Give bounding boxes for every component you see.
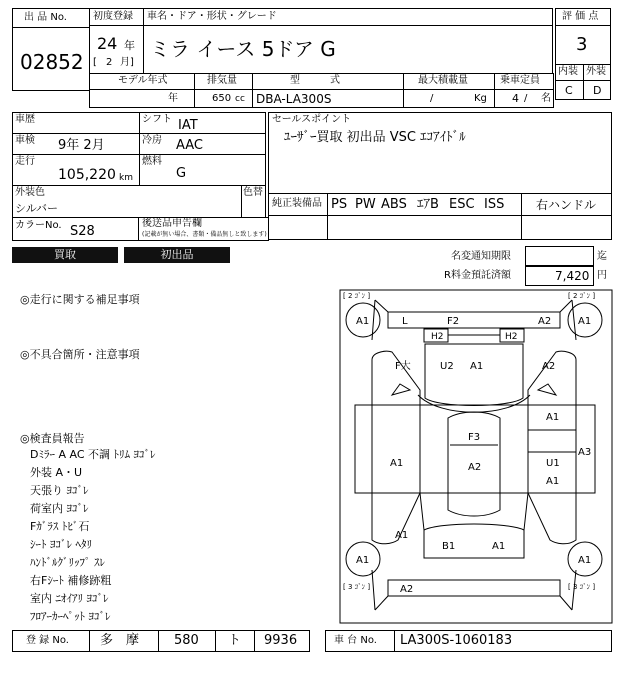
score-label: 評 価 点 <box>562 11 599 22</box>
capacity-label: 乗車定員 <box>500 75 540 86</box>
inspector-item: ﾊﾝﾄﾞﾙｸﾞﾘｯﾌﾟ ｽﾚ <box>30 556 105 569</box>
car-name-label: 車名・ドア・形状・グレード <box>147 11 277 22</box>
reg-class: 580 <box>174 633 199 648</box>
first-reg-label: 初度登録 <box>93 11 133 22</box>
inspector-report-label: ◎検査員報告 <box>20 432 85 445</box>
displacement-value: 650 <box>212 93 232 104</box>
diagram-corner-tr: [ 2 ｺﾞﾝ ] <box>568 292 596 300</box>
equipment-item: ISS <box>484 197 505 212</box>
diagram-windshield: F3 <box>468 432 481 443</box>
diagram-front-bumper-right: A2 <box>538 316 552 327</box>
diagram-hood-left: U2 <box>440 361 454 372</box>
reg-area: 多 摩 <box>100 633 140 648</box>
fuel-label: 燃料 <box>142 156 162 167</box>
recycle-unit: 円 <box>597 270 607 281</box>
type-value: DBA-LA300S <box>256 92 332 106</box>
diagram-front-bumper-left: L <box>402 316 408 327</box>
equipment-item: PS <box>331 197 348 212</box>
mileage-unit: km <box>119 173 133 183</box>
mileage-value: 105,220 <box>58 167 116 183</box>
model-year-label: モデル年式 <box>118 75 168 86</box>
equipment-item: ESC <box>449 197 475 212</box>
inspection-label: 車検 <box>15 135 35 146</box>
diagram-quarter-left: A1 <box>395 530 409 541</box>
defects-notes-label: ◎不具合箇所・注意事項 <box>20 348 140 361</box>
equipment-item: PW <box>355 197 376 212</box>
car-name: ミラ イース 5ドア G <box>150 37 336 61</box>
first-reg-month-open: [ <box>93 57 97 68</box>
diagram-headlight-right: H2 <box>505 332 518 342</box>
color-label: 外装色 <box>15 187 45 198</box>
ac-label: 冷房 <box>142 135 162 146</box>
first-reg-month-unit: 月] <box>120 57 134 68</box>
diagram-hood-right: A1 <box>470 361 484 372</box>
fuel-value: G <box>176 166 187 181</box>
diagram-rear-door-right-top: U1 <box>546 458 560 469</box>
displacement-label: 排気量 <box>207 75 237 86</box>
reg-kana: ト <box>228 633 242 648</box>
score-value: 3 <box>576 34 588 55</box>
inspector-item: 室内 ﾆｵｲｱﾘ ﾖｺﾞﾚ <box>30 592 109 605</box>
equipment-item: ｴｱB <box>417 197 439 212</box>
displacement-unit: cc <box>235 94 245 104</box>
inspection-value: 9年 2月 <box>58 138 105 153</box>
reg-number: 9936 <box>264 633 298 648</box>
tag-kaitori-label: 買取 <box>54 248 76 261</box>
color-no-value: S28 <box>70 224 95 239</box>
color-change-label: 色替 <box>243 187 263 198</box>
mileage-label: 走行 <box>15 156 35 167</box>
max-load-unit: Kg <box>474 93 487 104</box>
shift-label: シフト <box>142 114 172 125</box>
handle-value: 右ハンドル <box>536 198 597 212</box>
capacity-value: 4 <box>512 92 519 105</box>
diagram-wheel-br: A1 <box>578 555 592 566</box>
name-change-label: 名変通知期限 <box>451 251 511 262</box>
diagram-front-door-right: A1 <box>546 412 560 423</box>
capacity-slash: / <box>524 93 528 104</box>
capacity-unit: 名 <box>541 93 551 104</box>
exterior-score: D <box>593 84 602 97</box>
first-reg-year: 24 <box>97 34 118 53</box>
recycle-label: R料金預託済額 <box>444 270 511 281</box>
inspector-item: Fｶﾞﾗｽ ﾄﾋﾞ石 <box>30 520 90 533</box>
inspector-item: Dﾐﾗｰ A AC 不調 ﾄﾘﾑ ﾖｺﾞﾚ <box>30 448 156 461</box>
reg-label: 登 録 No. <box>26 635 69 646</box>
max-load-slash: / <box>430 93 434 104</box>
diagram-roof: A2 <box>468 462 482 473</box>
max-load-label: 最大積載量 <box>418 75 468 86</box>
diagram-corner-bl: [ 3 ｺﾞﾝ ] <box>343 583 371 591</box>
docs-label: 後送品申告欄 <box>142 218 202 229</box>
diagram-fender-left: F大 <box>395 361 411 372</box>
model-year-unit: 年 <box>168 93 178 104</box>
type-label: 型 式 <box>290 75 340 86</box>
inspector-item: 天張り ﾖｺﾞﾚ <box>30 484 89 497</box>
docs-note: (記載が無い場合、書類・備品無しと致します) <box>142 231 267 238</box>
diagram-corner-br: [ 3 ｺﾞﾝ ] <box>568 583 596 591</box>
first-reg-month: 2 <box>106 57 113 68</box>
inspector-item: 外装 A・U <box>30 466 83 479</box>
shift-value: IAT <box>178 118 198 133</box>
inspector-item: ｼｰﾄ ﾖｺﾞﾚ ﾍﾀﾘ <box>30 538 92 551</box>
diagram-rear-bumper: A2 <box>400 584 414 595</box>
inspector-item: ﾌﾛｱｰｶｰﾍﾟｯﾄ ﾖｺﾞﾚ <box>30 610 111 623</box>
equipment-item: ABS <box>381 197 407 212</box>
equipment-label: 純正装備品 <box>272 198 322 209</box>
diagram-door-left: A1 <box>390 458 404 469</box>
diagram-fender-right: A2 <box>542 361 556 372</box>
diagram-wheel-bl: A1 <box>356 555 370 566</box>
inspector-item: 荷室内 ﾖｺﾞﾚ <box>30 502 89 515</box>
interior-label: 内装 <box>558 66 578 77</box>
diagram-tailgate-left: B1 <box>442 541 456 552</box>
inspector-item: 右Fｼｰﾄ 補修跡粗 <box>30 574 112 587</box>
diagram-front-bumper-center: F2 <box>447 316 460 327</box>
diagram-wheel-tr: A1 <box>578 316 592 327</box>
color-no-label: カラーNo. <box>15 220 62 231</box>
sales-point-text: ﾕｰｻﾞｰ買取 初出品 VSC ｴｺｱｲﾄﾞﾙ <box>284 130 466 145</box>
color-value: シルバー <box>15 202 58 215</box>
diagram-headlight-left: H2 <box>431 332 444 342</box>
recycle-value: 7,420 <box>555 269 590 283</box>
chassis-value: LA300S-1060183 <box>400 633 513 648</box>
tag-first-listing-label: 初出品 <box>160 248 194 261</box>
first-reg-year-unit: 年 <box>124 39 135 52</box>
chassis-label: 車 台 No. <box>334 635 377 646</box>
lot-number: 02852 <box>20 50 84 74</box>
diagram-tailgate-right: A1 <box>492 541 506 552</box>
interior-score: C <box>565 84 573 97</box>
diagram-rear-fender-right: A3 <box>578 447 592 458</box>
sales-point-label: セールスポイント <box>272 114 352 125</box>
driving-notes-label: ◎走行に関する補足事項 <box>20 293 140 306</box>
diagram-corner-tl: [ 2 ｺﾞﾝ ] <box>343 292 371 300</box>
diagram-rear-door-right-bottom: A1 <box>546 476 560 487</box>
diagram-wheel-tl: A1 <box>356 316 370 327</box>
ac-value: AAC <box>176 138 203 153</box>
history-label: 車歴 <box>15 114 35 125</box>
exterior-label: 外装 <box>586 66 606 77</box>
lot-label: 出 品 No. <box>24 12 67 23</box>
name-change-unit: 迄 <box>597 251 607 262</box>
